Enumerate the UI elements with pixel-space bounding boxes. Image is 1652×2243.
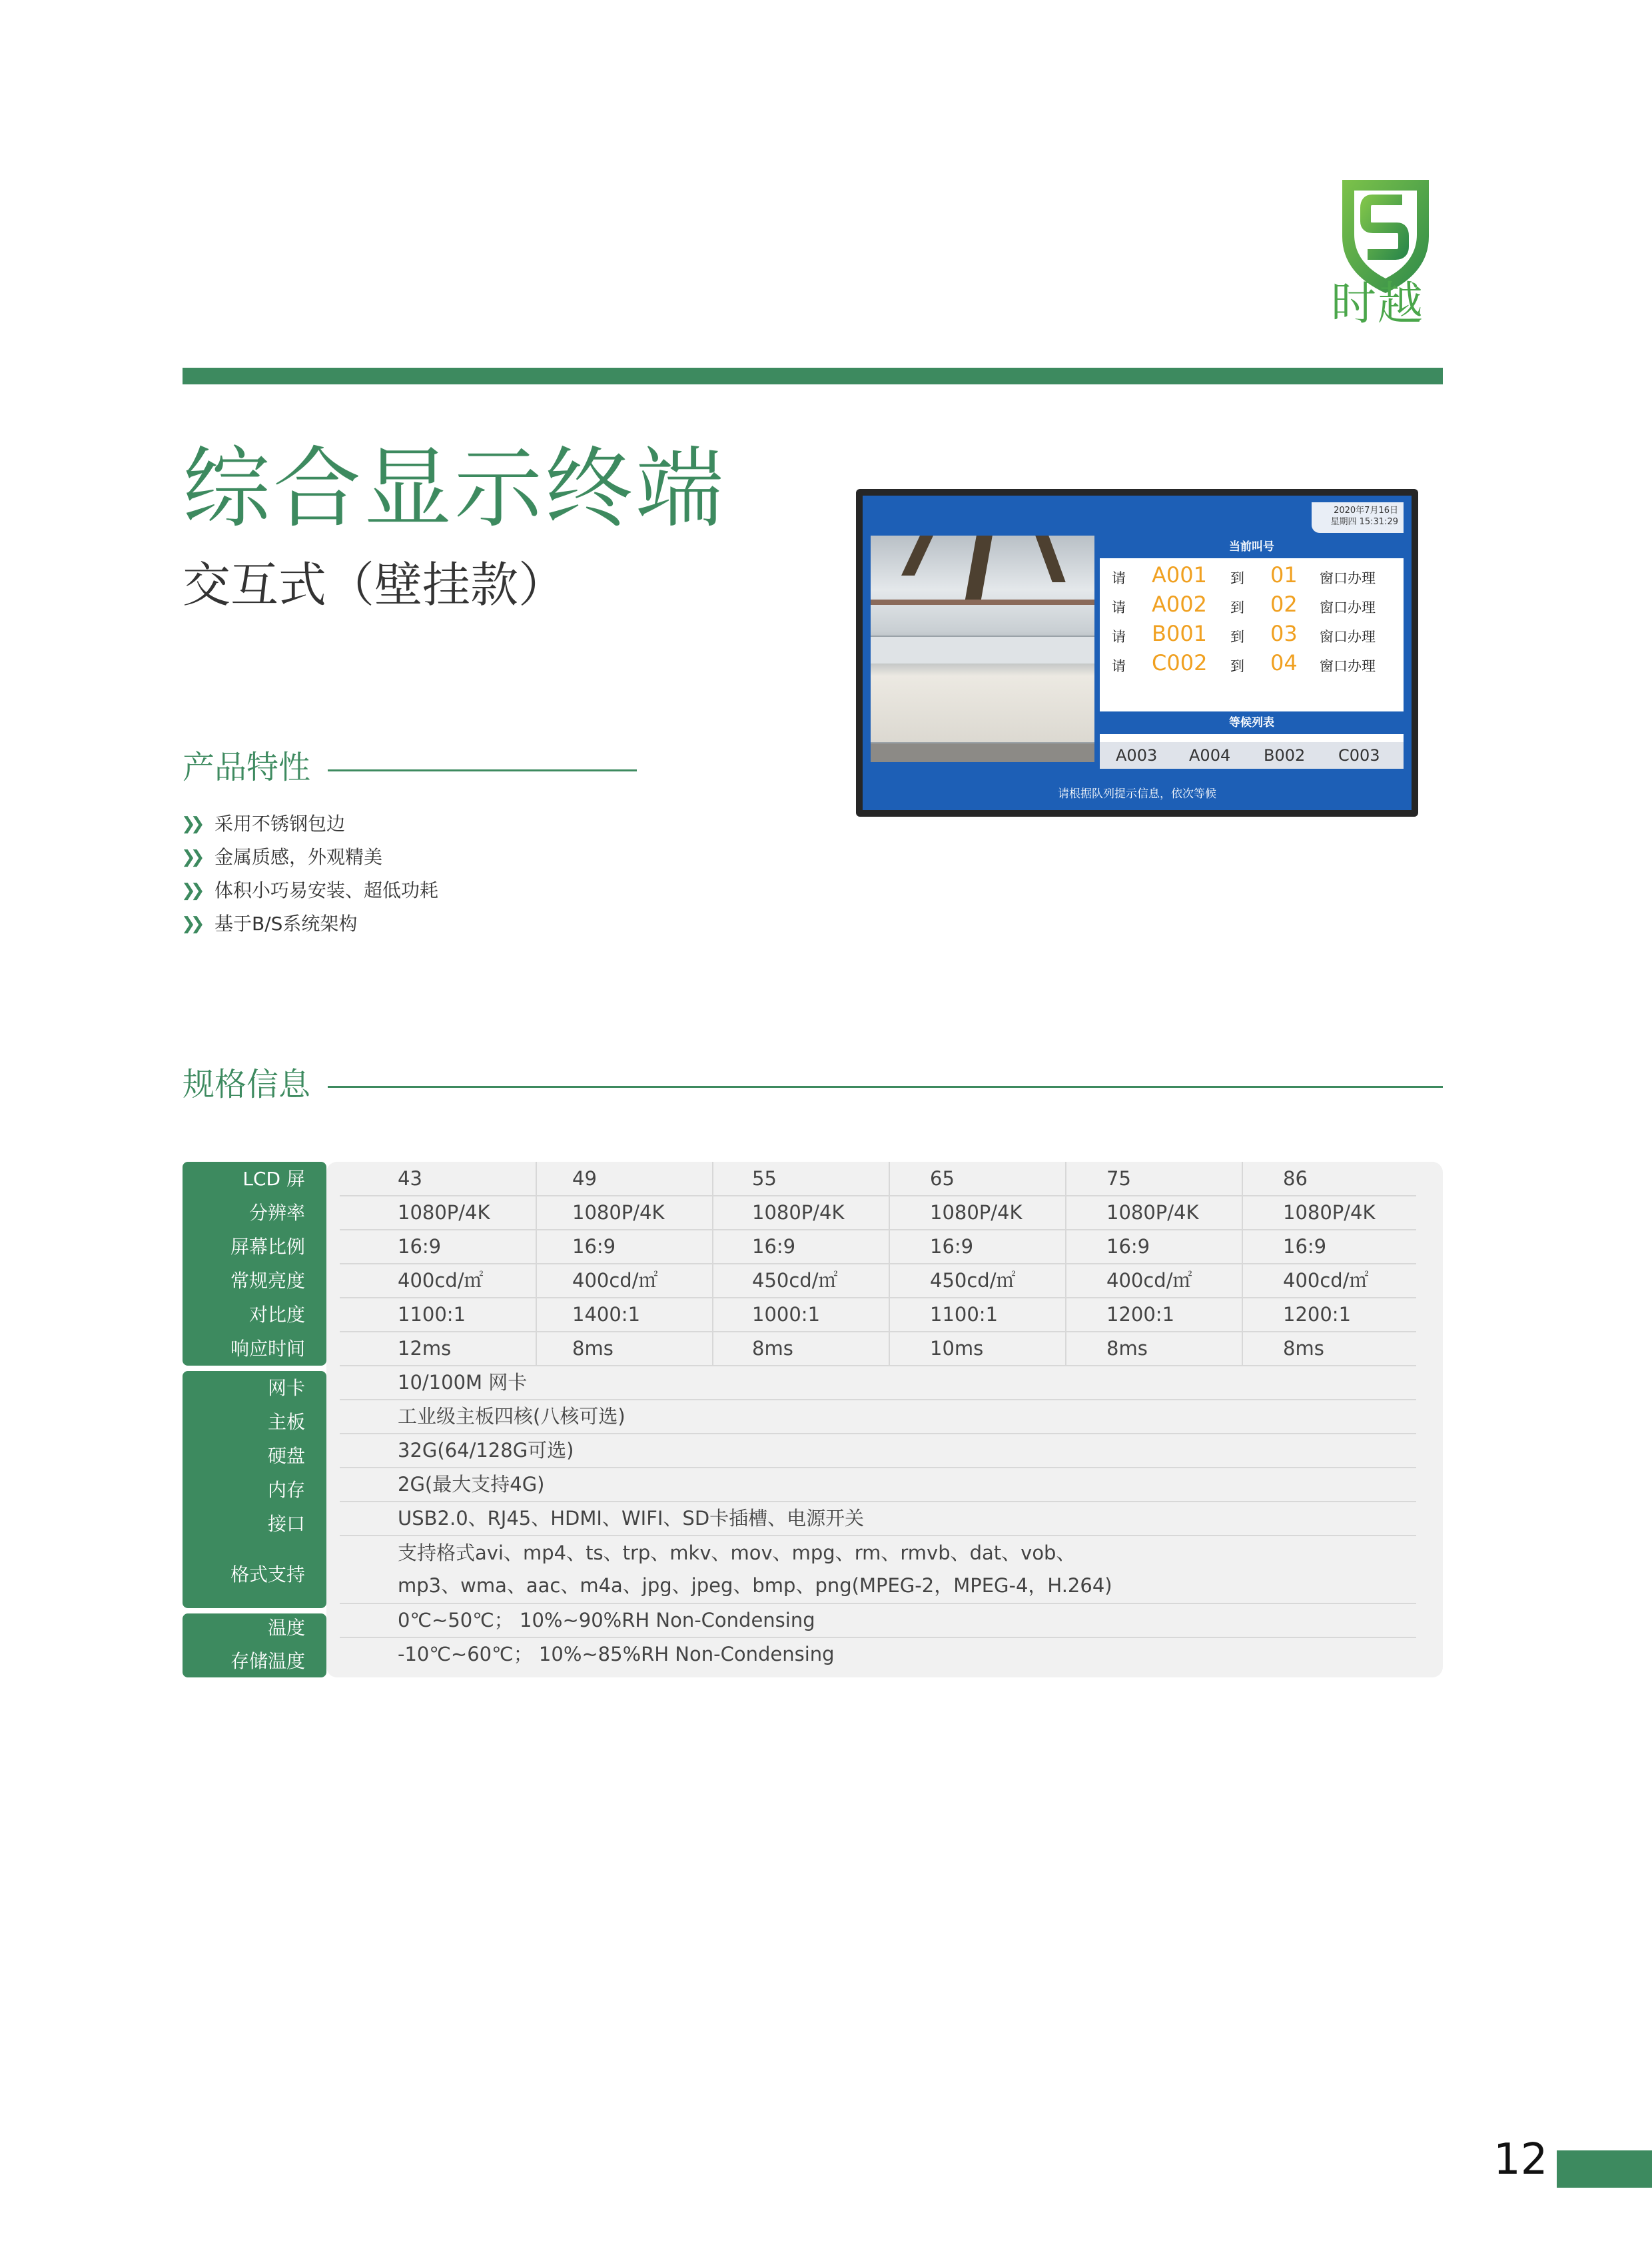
waiting-list: A003 A004 B002 C003 <box>1100 742 1404 769</box>
spec-formats-line1: 支持格式avi、mp4、ts、trp、mkv、mov、mpg、rm、rmvb、dat、vob、 <box>398 1542 1076 1564</box>
spec-disk: 32G(64/128G可选) <box>398 1439 574 1462</box>
label-aspect: 屏幕比例 <box>230 1236 305 1258</box>
spec-cell: 400cd/㎡ <box>398 1269 484 1292</box>
spec-cell: 1100:1 <box>930 1303 999 1326</box>
spec-label-group-environment <box>183 1613 326 1677</box>
screen-notice: 请根据队列提示信息，依次等候 <box>1058 787 1216 801</box>
label-resolution: 分辨率 <box>248 1202 305 1224</box>
spec-cell: 400cd/㎡ <box>572 1269 658 1292</box>
label-response: 响应时间 <box>230 1338 305 1360</box>
spec-cell: 1200:1 <box>1283 1303 1352 1326</box>
label-formats: 格式支持 <box>230 1564 305 1585</box>
spec-cell: 8ms <box>1106 1337 1148 1360</box>
current-call-panel <box>1100 536 1404 762</box>
header-divider <box>183 368 1443 384</box>
spec-cell: 1080P/4K <box>398 1201 490 1224</box>
spec-cell: 16:9 <box>752 1235 796 1258</box>
spec-cell: 49 <box>572 1167 597 1190</box>
current-call-title: 当前叫号 <box>1100 536 1404 558</box>
spec-cell: 1200:1 <box>1106 1303 1175 1326</box>
label-contrast: 对比度 <box>248 1304 305 1326</box>
spec-cell: 1100:1 <box>398 1303 466 1326</box>
label-memory: 内存 <box>267 1479 305 1501</box>
monitor-screen <box>863 496 1412 810</box>
product-subtitle: 交互式（壁挂款） <box>183 557 567 613</box>
spec-temperature: 0℃~50℃； 10%~90%RH Non-Condensing <box>398 1609 815 1631</box>
label-disk: 硬盘 <box>267 1445 305 1467</box>
call-row: 请 A002 到 02 窗口办理 <box>1112 592 1376 617</box>
spec-label-group-system <box>183 1371 326 1608</box>
label-temperature: 温度 <box>267 1617 305 1639</box>
spec-cell: 55 <box>752 1167 777 1190</box>
spec-cell: 400cd/㎡ <box>1283 1269 1369 1292</box>
spec-network: 10/100M 网卡 <box>398 1371 528 1394</box>
spec-cell: 16:9 <box>572 1235 616 1258</box>
spec-memory: 2G(最大支持4G) <box>398 1473 545 1496</box>
spec-storage-temp: -10℃~60℃； 10%~85%RH Non-Condensing <box>398 1643 835 1665</box>
features-heading: 产品特性 <box>183 749 311 786</box>
feature-list <box>181 807 438 941</box>
feature-item: ❯❯ 体积小巧易安装、超低功耗 <box>181 874 438 907</box>
double-chevron-icon: ❯❯ <box>181 914 200 934</box>
call-row: 请 A001 到 01 窗口办理 <box>1112 562 1376 588</box>
waiting-list-title: 等候列表 <box>1100 711 1404 734</box>
brand-name: 时越 <box>1331 278 1425 330</box>
features-heading-line <box>328 769 637 771</box>
call-row: 请 B001 到 03 窗口办理 <box>1112 621 1376 646</box>
feature-item: ❯❯ 金属质感，外观精美 <box>181 841 438 874</box>
feature-item: ❯❯ 采用不锈钢包边 <box>181 807 438 841</box>
spec-cell: 1080P/4K <box>1106 1201 1199 1224</box>
page-number: 12 <box>1493 2135 1548 2184</box>
double-chevron-icon: ❯❯ <box>181 814 200 834</box>
label-storage-temp: 存储温度 <box>230 1650 305 1672</box>
label-board: 主板 <box>267 1411 305 1433</box>
spec-cell: 86 <box>1283 1167 1308 1190</box>
screen-datetime: 2020年7月16日 星期四 15:31:29 <box>1312 502 1404 533</box>
spec-cell: 16:9 <box>930 1235 974 1258</box>
spec-cell: 8ms <box>752 1337 793 1360</box>
spec-cell: 400cd/㎡ <box>1106 1269 1192 1292</box>
spec-cell: 16:9 <box>398 1235 442 1258</box>
product-monitor-image <box>856 489 1418 817</box>
product-title: 综合显示终端 <box>183 438 726 540</box>
spec-ports: USB2.0、RJ45、HDMI、WIFI、SD卡插槽、电源开关 <box>398 1507 865 1530</box>
specs-heading: 规格信息 <box>183 1066 311 1103</box>
spec-cell: 75 <box>1106 1167 1131 1190</box>
spec-cell: 1000:1 <box>752 1303 821 1326</box>
spec-cell: 12ms <box>398 1337 452 1360</box>
spec-cell: 1080P/4K <box>572 1201 665 1224</box>
spec-cell: 8ms <box>572 1337 614 1360</box>
specs-heading-line <box>328 1086 1443 1088</box>
spec-cell: 1400:1 <box>572 1303 641 1326</box>
spec-table <box>183 1162 1443 1677</box>
page-number-bar <box>1557 2150 1652 2188</box>
spec-cell: 450cd/㎡ <box>752 1269 838 1292</box>
spec-cell: 16:9 <box>1106 1235 1150 1258</box>
spec-cell: 1080P/4K <box>1283 1201 1376 1224</box>
spec-cell: 450cd/㎡ <box>930 1269 1016 1292</box>
spec-cell: 65 <box>930 1167 955 1190</box>
spec-cell: 8ms <box>1283 1337 1324 1360</box>
spec-board: 工业级主板四核(八核可选) <box>398 1405 625 1428</box>
double-chevron-icon: ❯❯ <box>181 847 200 867</box>
label-lcd: LCD 屏 <box>242 1168 305 1190</box>
service-hall-photo <box>871 536 1094 762</box>
spec-cell: 43 <box>398 1167 422 1190</box>
spec-cell: 1080P/4K <box>752 1201 845 1224</box>
feature-item: ❯❯ 基于B/S系统架构 <box>181 907 438 941</box>
spec-cell: 10ms <box>930 1337 984 1360</box>
call-row: 请 C002 到 04 窗口办理 <box>1112 650 1376 675</box>
label-network: 网卡 <box>267 1377 305 1399</box>
label-ports: 接口 <box>267 1513 305 1535</box>
double-chevron-icon: ❯❯ <box>181 881 200 901</box>
spec-cell: 16:9 <box>1283 1235 1327 1258</box>
spec-label-group-display <box>183 1162 326 1366</box>
spec-cell: 1080P/4K <box>930 1201 1023 1224</box>
label-brightness: 常规亮度 <box>230 1270 305 1292</box>
spec-formats-line2: mp3、wma、aac、m4a、jpg、jpeg、bmp、png(MPEG-2，MPEG-4，H.264) <box>398 1574 1112 1597</box>
